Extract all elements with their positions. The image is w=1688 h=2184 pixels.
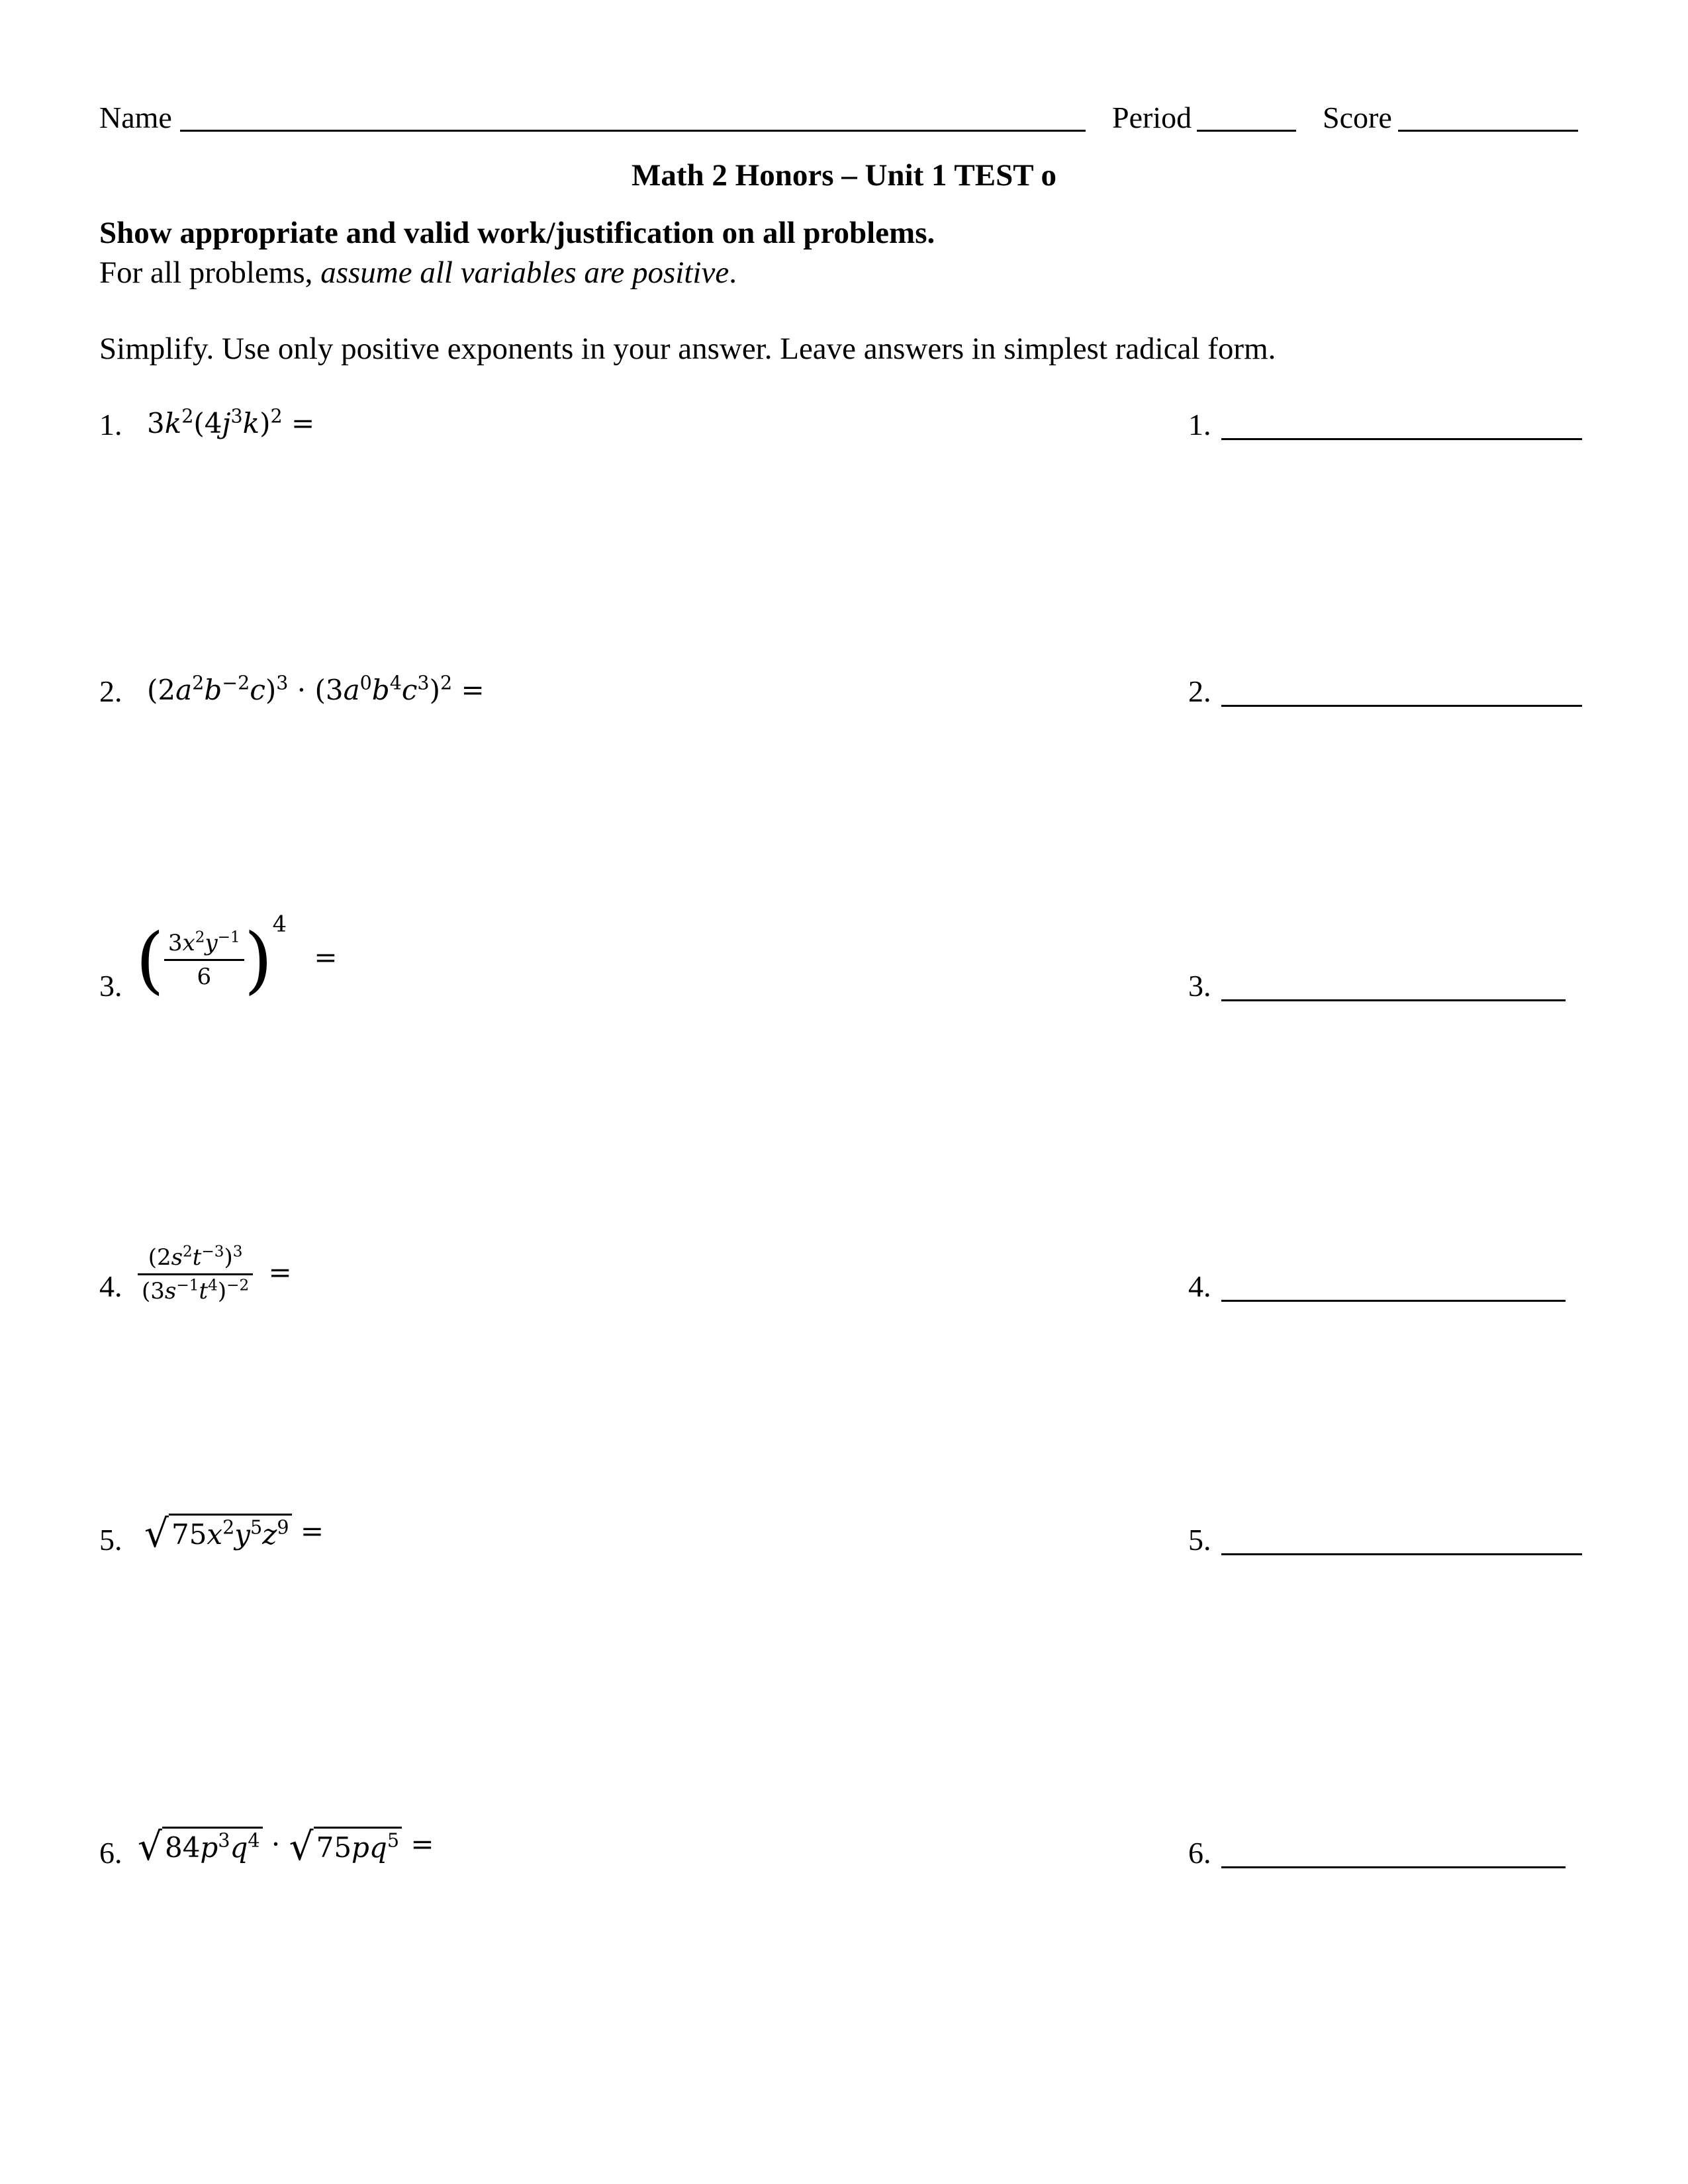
name-field[interactable]	[180, 130, 1086, 132]
problem-1-expression: $3k^2(4j^3k)^2$ =	[147, 404, 315, 439]
instruction-bold: Show appropriate and valid work/justification on all problems.	[99, 216, 935, 250]
problem-3-expression: ( $\frac{3x^2y^{-1}}{6}$ )$^4$ =	[136, 911, 338, 1002]
instruction-prefix: For all problems,	[99, 255, 321, 290]
problem-4-expression: $\frac{(2s^2t^{-3})^3}{(3s^{-1}t^4)^{-2}}$ =	[138, 1244, 292, 1304]
period-label: Period	[1112, 101, 1192, 134]
problem-3-number: 3.	[99, 969, 122, 1003]
instruction-italic: assume all variables are positive	[320, 255, 729, 290]
radical-symbol: $√75x^2y^5z^9$	[144, 1511, 292, 1556]
answer-5-line[interactable]	[1221, 1553, 1582, 1555]
answer-6-label: 6.	[1188, 1836, 1211, 1870]
radical-symbol: $√84p^3q^4$	[138, 1824, 263, 1869]
problem-5-number: 5.	[99, 1523, 122, 1557]
problem-6-expression: $√84p^3q^4 \cdot √75pq^5$ =	[138, 1824, 434, 1869]
answer-2-line[interactable]	[1221, 705, 1582, 707]
problem-2-expression: $(2a^2b^{-2}c)^3 \cdot (3a^0b^4c^3)^2$ =	[147, 671, 485, 706]
problem-2-number: 2.	[99, 674, 122, 708]
problem-6-number: 6.	[99, 1836, 122, 1870]
answer-1-line[interactable]	[1221, 438, 1582, 440]
problem-1-number: 1.	[99, 408, 122, 441]
answer-2-label: 2.	[1188, 674, 1211, 708]
radical-symbol: $√75pq^5$	[289, 1824, 402, 1869]
instruction-simplify: Simplify. Use only positive exponents in your answer. Leave answers in simplest radical form.	[99, 332, 1276, 366]
answer-6-line[interactable]	[1221, 1866, 1566, 1868]
instruction-variables	[99, 255, 737, 291]
answer-5-label: 5.	[1188, 1523, 1211, 1557]
answer-3-line[interactable]	[1221, 999, 1566, 1001]
page-title: Math 2 Honors – Unit 1 TEST o	[631, 158, 1057, 193]
score-field[interactable]	[1398, 130, 1578, 132]
score-label: Score	[1323, 101, 1392, 134]
period-field[interactable]	[1197, 130, 1296, 132]
answer-4-line[interactable]	[1221, 1300, 1566, 1302]
answer-4-label: 4.	[1188, 1269, 1211, 1303]
problem-4-number: 4.	[99, 1269, 122, 1303]
instruction-suffix: .	[729, 255, 737, 290]
answer-3-label: 3.	[1188, 969, 1211, 1003]
problem-5-expression: $√75x^2y^5z^9$ =	[144, 1511, 324, 1556]
name-label: Name	[99, 101, 172, 134]
answer-1-label: 1.	[1188, 408, 1211, 441]
